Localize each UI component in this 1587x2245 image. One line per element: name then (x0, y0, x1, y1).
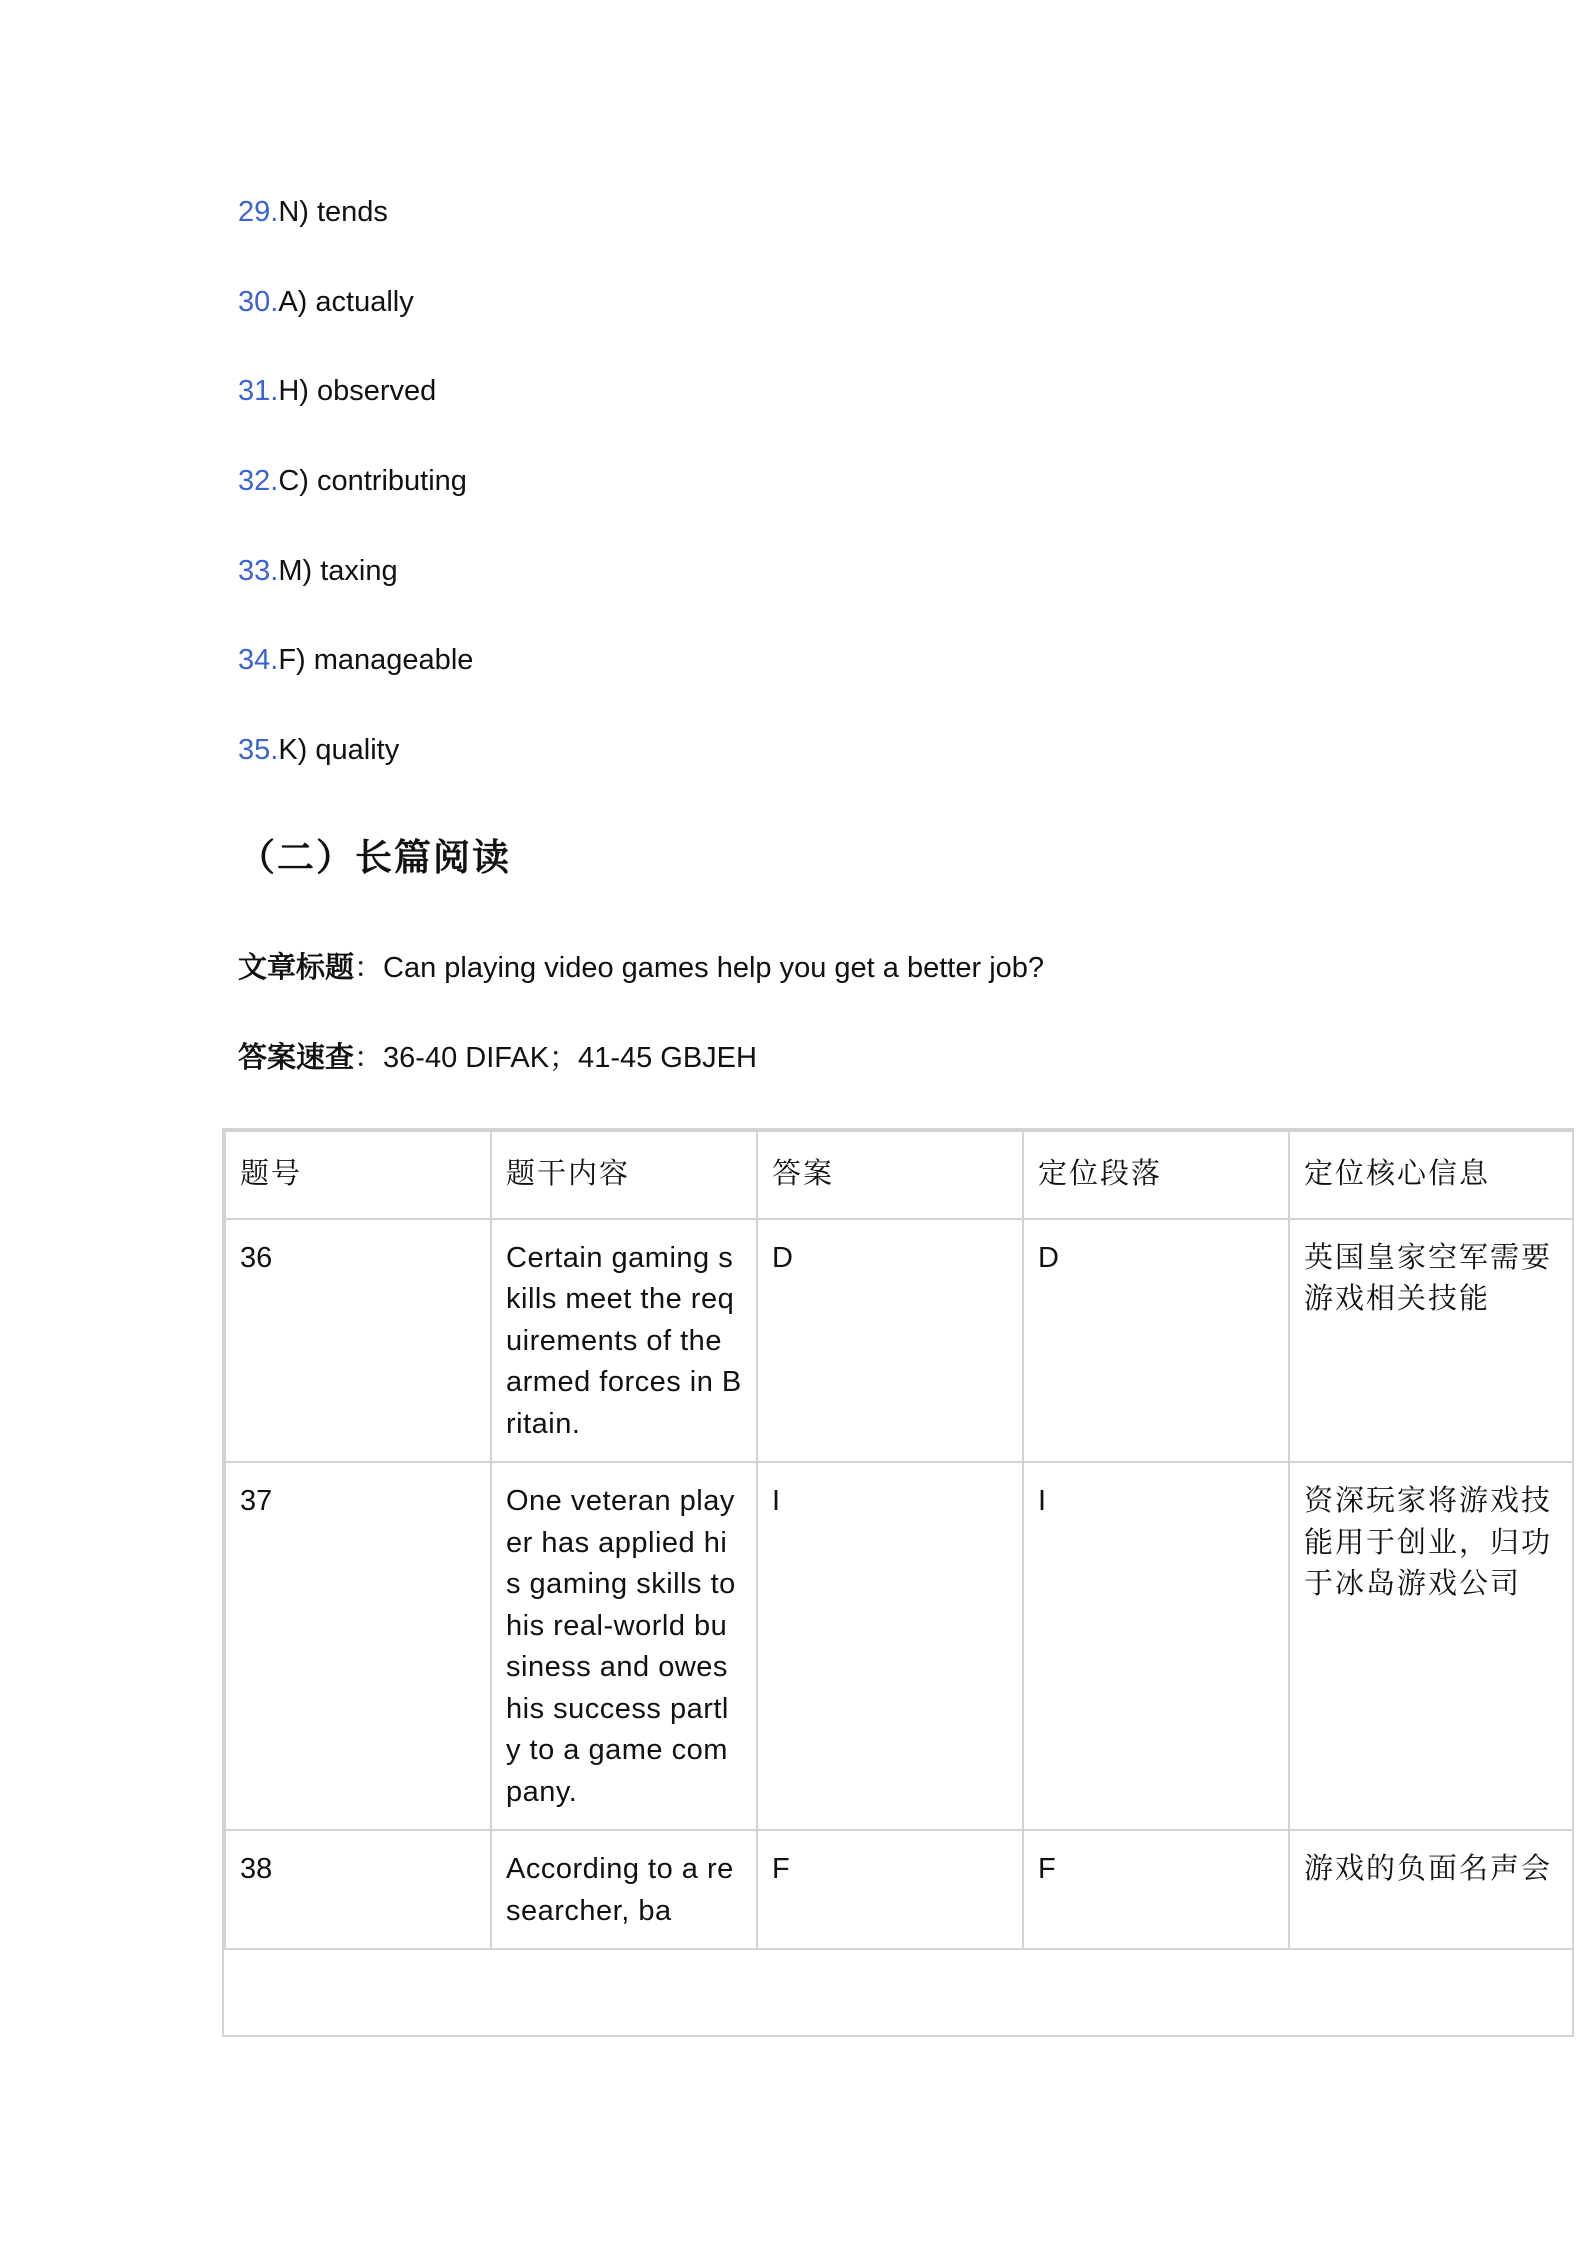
answer-table (224, 1130, 1574, 1950)
answer-table-container (222, 1128, 1574, 2037)
article-title-separator: ： (354, 952, 384, 984)
table-header-row (225, 1131, 1574, 1219)
answer-item (238, 284, 414, 320)
quick-answer-separator: ： (354, 1042, 384, 1074)
answer-text: M) taxing (278, 555, 398, 587)
answer-number: 32. (238, 465, 279, 497)
quick-answer-line (238, 1040, 757, 1076)
table-row (225, 1462, 1574, 1830)
answer-item (238, 463, 467, 499)
answer-text: H) observed (278, 375, 437, 407)
cell-info: 游戏的负面名声会 (1289, 1830, 1574, 1949)
cell-paragraph: I (1023, 1462, 1289, 1830)
header-info: 定位核心信息 (1289, 1131, 1574, 1219)
answer-text: C) contributing (278, 465, 467, 497)
cell-number: 36 (225, 1219, 491, 1463)
header-answer: 答案 (757, 1131, 1023, 1219)
cell-paragraph: D (1023, 1219, 1289, 1463)
answer-number: 31. (238, 375, 279, 407)
cell-stem: Certain gaming skills meet the requirements of the armed forces in Britain. (491, 1219, 757, 1463)
answer-text: N) tends (278, 196, 388, 228)
header-stem: 题干内容 (491, 1131, 757, 1219)
article-title-label: 文章标题 (238, 952, 355, 984)
cell-paragraph: F (1023, 1830, 1289, 1949)
answer-number: 29. (238, 196, 279, 228)
answer-number: 34. (238, 644, 279, 676)
answer-item (238, 553, 398, 589)
cell-answer: I (757, 1462, 1023, 1830)
article-title-value: Can playing video games help you get a better job? (383, 952, 1045, 984)
answer-item (238, 373, 436, 409)
cell-stem: According to a researcher, ba (491, 1830, 757, 1949)
answer-number: 33. (238, 555, 279, 587)
header-paragraph: 定位段落 (1023, 1131, 1289, 1219)
answer-number: 30. (238, 286, 279, 318)
answer-item (238, 732, 399, 768)
cell-answer: F (757, 1830, 1023, 1949)
cell-answer: D (757, 1219, 1023, 1463)
answer-text: F) manageable (278, 644, 474, 676)
cell-stem: One veteran player has applied his gaming skills to his real-world business and owes his success partly to a game company. (491, 1462, 757, 1830)
cell-info: 英国皇家空军需要游戏相关技能 (1289, 1219, 1574, 1463)
quick-answer-label: 答案速查 (238, 1042, 355, 1074)
quick-answer-value: 36-40 DIFAK；41-45 GBJEH (383, 1042, 757, 1074)
answer-text: A) actually (278, 286, 414, 318)
table-row (225, 1830, 1574, 1949)
cell-number: 37 (225, 1462, 491, 1830)
answer-item (238, 642, 473, 678)
cell-number: 38 (225, 1830, 491, 1949)
answer-number: 35. (238, 734, 279, 766)
table-row (225, 1219, 1574, 1463)
header-number: 题号 (225, 1131, 491, 1219)
answer-item (238, 194, 388, 230)
answer-text: K) quality (278, 734, 400, 766)
article-title-line (238, 950, 1044, 986)
section-heading: （二）长篇阅读 (238, 837, 511, 878)
cell-info: 资深玩家将游戏技能用于创业，归功于冰岛游戏公司 (1289, 1462, 1574, 1830)
